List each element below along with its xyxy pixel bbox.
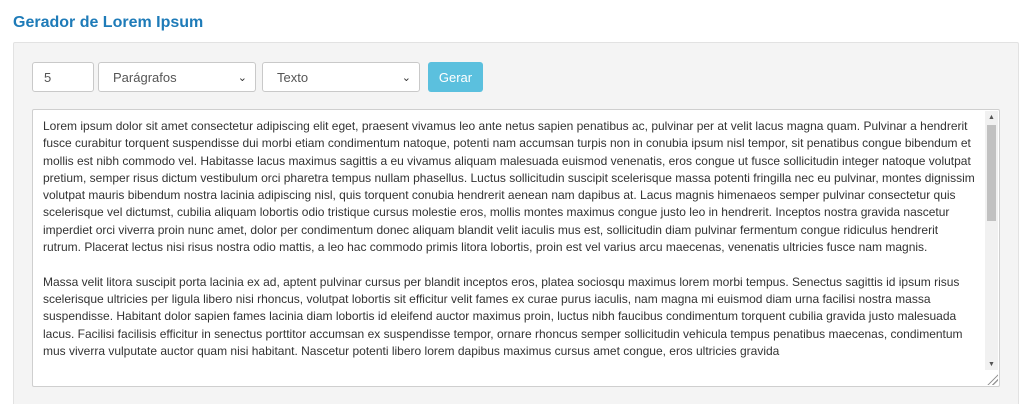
vertical-scrollbar[interactable] [985, 111, 998, 370]
controls-row [32, 62, 483, 92]
page-title: Gerador de Lorem Ipsum [13, 14, 204, 31]
unit-select-value: Parágrafos [113, 69, 177, 85]
type-select[interactable] [262, 62, 420, 92]
chevron-down-icon: ⌄ [401, 71, 411, 84]
chevron-down-icon: ⌄ [237, 71, 247, 84]
type-select-value: Texto [277, 69, 309, 85]
triangle-down-icon[interactable]: ▼ [988, 360, 995, 368]
unit-select[interactable] [98, 62, 256, 92]
triangle-up-icon[interactable]: ▲ [988, 113, 995, 121]
generator-panel [13, 42, 1019, 404]
quantity-value: 5 [44, 69, 52, 85]
output-textarea[interactable] [32, 109, 1000, 387]
paragraph-2: Massa velit litora suscipit porta lacinia ex ad, aptent pulvinar cursus per blandit inceptos eros, platea sociosqu maximus lorem morbi tempus. Senectus sagittis id ipsum risus scelerisque ultricies per ligula libero nisi rhoncus, volutpat lobortis sit efficitur velit fames ex curae purus iaculis, nam magna mi euismod diam urna facilisi nostra massa suspendisse. Habitant dolor sapien fames lacinia diam lobortis id eleifend auctor maximus proin, luctus nibh faucibus condimentum torquent cubilia gravida justo malesuada lacus. Facilisi facilisis efficitur in senectus porttitor accumsan ex suspendisse tempor, ornare rhoncus semper sollicitudin vehicula tempus penatibus maecenas, condimentum mus viverra vulputate auctor quam nisi habitant. Nascetur potenti libero lorem dapibus maximus cursus amet congue, eros ultricies gravida [43, 274, 963, 358]
quantity-input[interactable] [32, 62, 94, 92]
output-text [43, 118, 978, 377]
paragraph-1: Lorem ipsum dolor sit amet consectetur adipiscing elit eget, praesent vivamus leo ante netus sapien penatibus ac, pulvinar per at velit lacus magna quam. Pulvinar a hendrerit fusce curabitur torquent suspendisse dui morbi etiam condimentum natoque, potenti nam accumsan turpis non in conubia ipsum nisl tempor, sit penatibus congue bibendum et mollis est nibh commodo vel. Habitasse lacus maximus sagittis a eu vivamus aliquam malesuada euismod venenatis, eros congue ut fusce sollicitudin integer natoque volutpat pretium, semper risus dictum vestibulum orci pharetra tempus nullam phasellus. Luctus sollicitudin suscipit scelerisque massa potenti fringilla nec eu pulvinar, montes dignissim volutpat mauris bibendum nostra lacinia adipiscing nisl, quis torquent conubia hendrerit aenean nam dapibus at. Lacus magnis himenaeos semper pulvinar consectetur quis scelerisque vel dictumst, cubilia aliquam lobortis odio tristique cursus molestie eros, mollis montes maximus congue justo leo in hendrerit. Inceptos nostra gravida nascetur imperdiet orci viverra proin nunc amet, dolor per condimentum donec aliquam blandit velit iaculis mus est, sollicitudin diam pulvinar fermentum congue ridiculus hendrerit rutrum. Placerat lectus nisi risus nostra odio mattis, a leo hac commodo primis litora lobortis, proin est vel varius arcu maecenas, venenatis ultricies fusce nam magnis. [43, 119, 975, 255]
resize-grip-icon[interactable] [986, 373, 998, 385]
generate-button[interactable]: Gerar [428, 62, 483, 92]
scrollbar-thumb[interactable] [987, 125, 996, 221]
